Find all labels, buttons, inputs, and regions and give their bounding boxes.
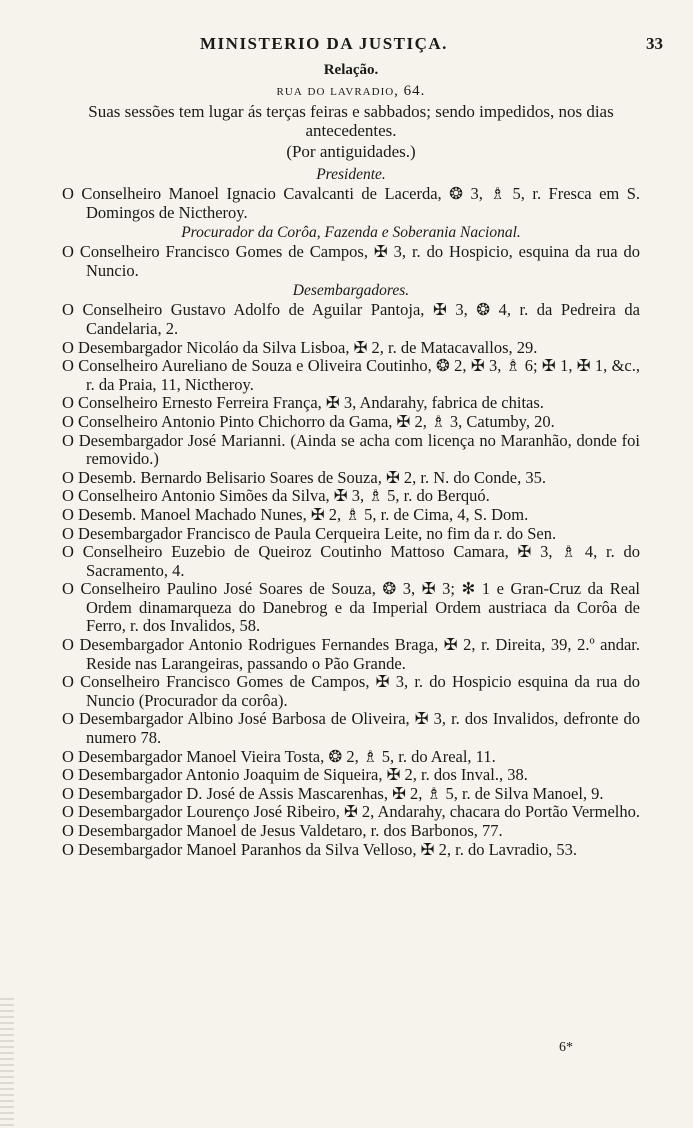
entry-procurador: O Conselheiro Francisco Gomes de Campos, ✠ 3, r. do Hospicio, esquina da rua do Nuncio. [62,242,640,280]
desembargador-entry: O Desembargador José Marianni. (Ainda se acha com licença no Maranhão, donde foi removido.) [62,430,640,469]
desembargador-entry: O Desembargador Antonio Rodrigues Fernandes Braga, ✠ 2, r. Direita, 39, 2.º andar. Reside nas Larangeiras, passando o Pão Grande. [62,635,640,673]
running-head [0,34,693,56]
desembargador-entry: O Conselheiro Antonio Pinto Chichorro da Gama, ✠ 2, ♗ 3, Catumby, 20. [62,411,555,431]
section-title: Relação. [323,62,379,78]
desembargador-entry: O Desembargador Manoel Paranhos da Silva Velloso, ✠ 2, r. do Lavradio, 53. [62,839,577,859]
group-heading-procurador: Procurador da Corôa, Fazenda e Soberania Nacional. [181,224,521,242]
text-block [62,60,640,859]
desembargador-entry: O Conselheiro Antonio Simões da Silva, ✠ 3, ♗ 5, r. do Berquó. [62,486,490,506]
desembargador-entry: O Conselheiro Francisco Gomes de Campos, ✠ 3, r. do Hospicio esquina da rua do Nuncio (Procurador da corôa). [62,672,640,710]
page-edge-shadow [0,998,14,1128]
desembargador-entry: O Desembargador Manoel Vieira Tosta, ❂ 2, ♗ 5, r. do Areal, 11. [62,746,496,766]
desembargador-entry: O Desembargador Antonio Joaquim de Siqueira, ✠ 2, r. dos Inval., 38. [62,765,528,785]
signature-mark: 6* [559,1040,573,1055]
page-number: 33 [646,34,663,53]
desembargador-entry: O Desemb. Manoel Machado Nunes, ✠ 2, ♗ 5, r. de Cima, 4, S. Dom. [62,504,529,524]
desembargador-entry: O Conselheiro Paulino José Soares de Souza, ❂ 3, ✠ 3; ✻ 1 e Gran-Cruz da Real Ordem dinamarqueza do Danebrog e da Imperial Ordem austriaca da Corôa de Ferro, r. dos Invalidos, 58. [62,579,640,636]
desembargador-entry: O Desembargador Lourenço José Ribeiro, ✠ 2, Andarahy, chacara do Portão Vermelho. [62,802,641,822]
desembargador-entry: O Conselheiro Euzebio de Queiroz Coutinho Mattoso Camara, ✠ 3, ♗ 4, r. do Sacramento, 4. [62,542,640,580]
desembargador-entry: O Conselheiro Ernesto Ferreira França, ✠ 3, Andarahy, fabrica de chitas. [62,393,544,413]
desembargador-entry: O Desembargador Nicoláo da Silva Lisboa, ✠ 2, r. de Matacavallos, 29. [62,337,538,357]
entry-presidente: O Conselheiro Manoel Ignacio Cavalcanti de Lacerda, ❂ 3, ♗ 5, r. Fresca em S. Domingos de Nictheroy. [62,184,640,222]
desembargador-entry: O Desembargador Francisco de Paula Cerqueira Leite, no fim da r. do Sen. [62,523,557,543]
sessions-note: Suas sessões tem lugar ás terças feiras e sabbados; sendo impedidos, nos dias antecedentes. [88,102,614,140]
running-title: MINISTERIO DA JUSTIÇA. [200,34,448,53]
desembargador-entry: O Conselheiro Gustavo Adolfo de Aguilar Pantoja, ✠ 3, ❂ 4, r. da Pedreira da Candelaria, 2. [62,300,640,338]
desembargador-entry: O Conselheiro Aureliano de Souza e Oliveira Coutinho, ❂ 2, ✠ 3, ♗ 6; ✠ 1, ✠ 1, &c., r. da Praia, 11, Nictheroy. [62,356,640,394]
group-heading-desembargadores: Desembargadores. [292,282,410,300]
desembargador-entry: O Desembargador Albino José Barbosa de Oliveira, ✠ 3, r. dos Invalidos, defronte do numero 78. [62,709,640,748]
desembargador-entry: O Desembargador D. José de Assis Mascarenhas, ✠ 2, ♗ 5, r. de Silva Manoel, 9. [62,783,604,803]
desembargador-entry: O Desembargador Manoel de Jesus Valdetaro, r. dos Barbonos, 77. [62,821,503,840]
desembargador-entry: O Desemb. Bernardo Belisario Soares de Souza, ✠ 2, r. N. do Conde, 35. [62,467,546,487]
order-note: (Por antiguidades.) [286,142,416,161]
group-heading-presidente: Presidente. [316,166,386,183]
court-address: rua do lavradio, 64. [276,83,426,99]
